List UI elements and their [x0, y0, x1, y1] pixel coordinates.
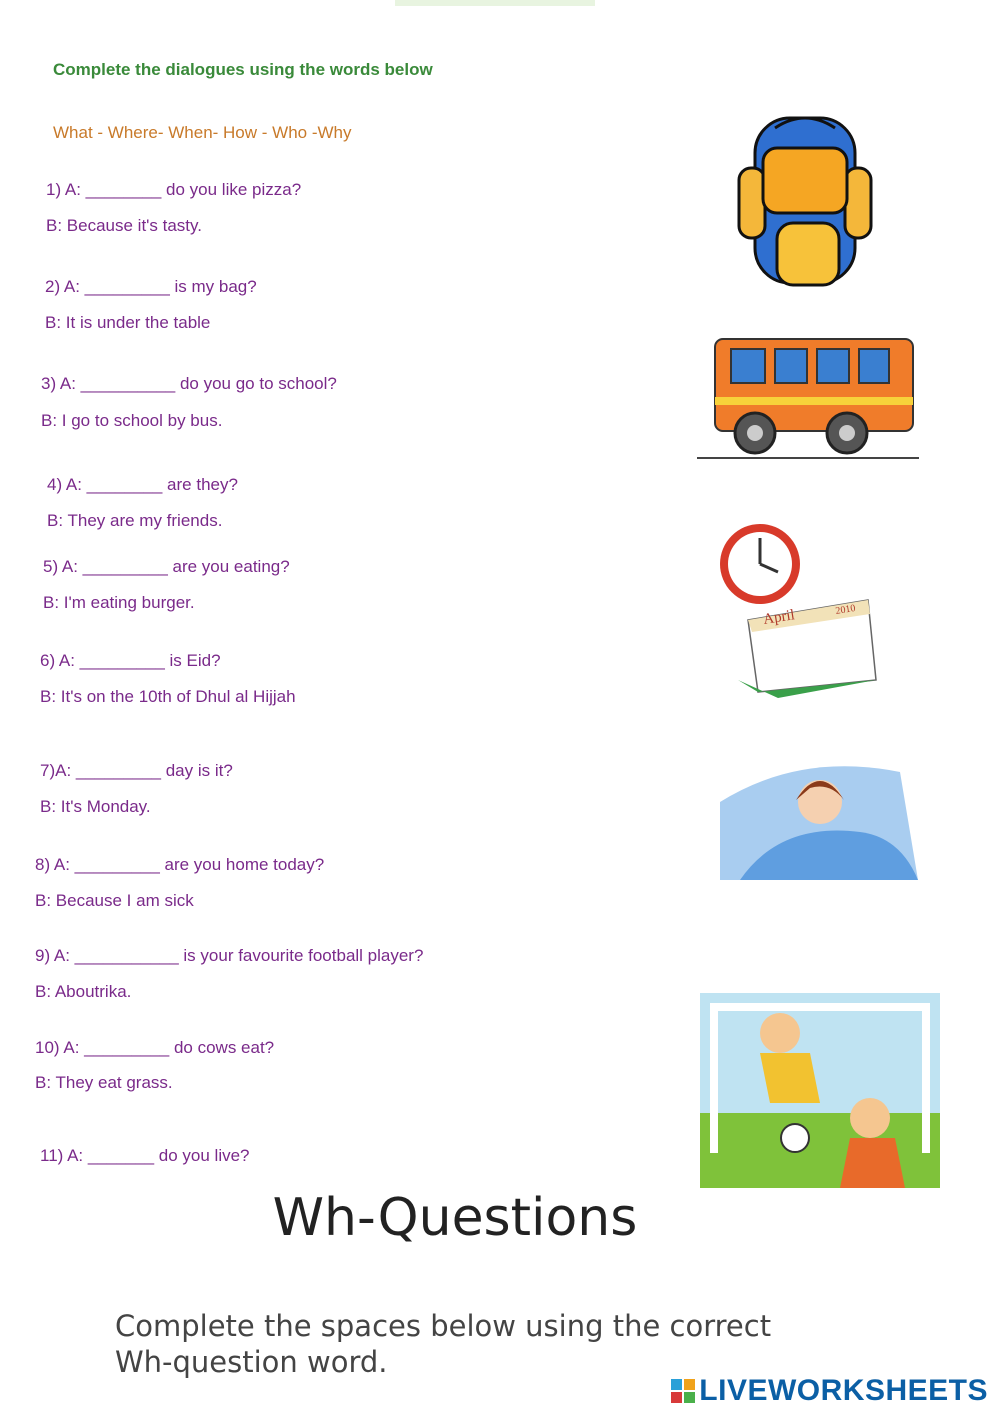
sick-in-bed-icon	[720, 752, 918, 880]
instructions: Complete the dialogues using the words below	[53, 60, 433, 79]
question-8-a: 8) A: _________ are you home today?	[35, 855, 325, 874]
question-7-a: 7)A: _________ day is it?	[40, 761, 233, 780]
football-kids-icon	[700, 993, 940, 1188]
logo-text: LIVEWORKSHEETS	[699, 1374, 988, 1407]
question-3-a: 3) A: __________ do you go to school?	[41, 374, 337, 393]
question-6-a: 6) A: _________ is Eid?	[40, 651, 221, 670]
calendar-year: 2010	[834, 602, 857, 617]
calendar-month: April	[762, 607, 796, 628]
cropped-header-remnant	[395, 0, 595, 6]
question-8-b: B: Because I am sick	[35, 891, 194, 910]
page-title: Wh-Questions	[272, 1188, 638, 1248]
question-10-a: 10) A: _________ do cows eat?	[35, 1038, 275, 1057]
liveworksheets-logo[interactable]	[671, 1374, 988, 1408]
question-5-a: 5) A: _________ are you eating?	[43, 557, 290, 576]
question-1-a: 1) A: ________ do you like pizza?	[46, 180, 302, 199]
clock-calendar-icon	[718, 520, 880, 698]
logo-grid-icon	[671, 1379, 695, 1403]
question-3-b: B: I go to school by bus.	[41, 411, 223, 430]
question-9-b: B: Aboutrika.	[35, 982, 132, 1001]
subtitle-instructions: Complete the spaces below using the correct Wh-question word.	[115, 1309, 772, 1379]
question-4-a: 4) A: ________ are they?	[47, 475, 238, 494]
question-1-b: B: Because it's tasty.	[46, 216, 202, 235]
question-9-a: 9) A: ___________ is your favourite football player?	[35, 946, 424, 965]
question-2-b: B: It is under the table	[45, 313, 211, 332]
question-5-b: B: I'm eating burger.	[43, 593, 195, 612]
question-2-a: 2) A: _________ is my bag?	[45, 277, 257, 296]
question-11-a: 11) A: _______ do you live?	[40, 1146, 250, 1165]
backpack-icon	[735, 108, 875, 293]
bus-icon	[697, 333, 919, 463]
question-7-b: B: It's Monday.	[40, 797, 151, 816]
question-6-b: B: It's on the 10th of Dhul al Hijjah	[40, 687, 296, 706]
question-10-b: B: They eat grass.	[35, 1073, 173, 1092]
word-bank: What - Where- When- How - Who -Why	[53, 123, 352, 142]
question-4-b: B: They are my friends.	[47, 511, 223, 530]
